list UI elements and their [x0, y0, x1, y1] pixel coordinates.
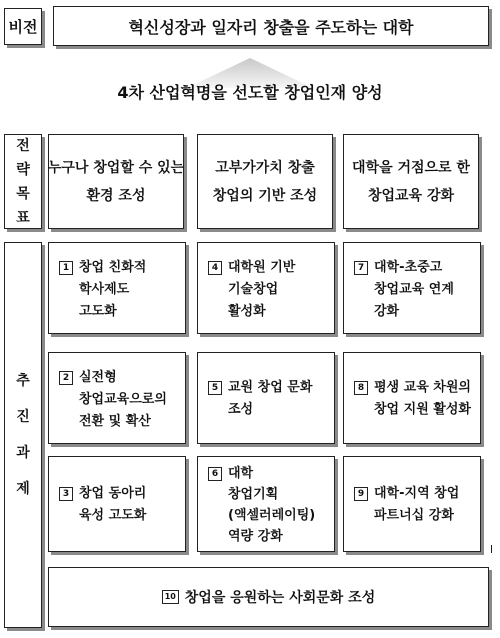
- task-line: 대학: [228, 466, 254, 481]
- task-line: 활성화: [228, 304, 266, 319]
- task-line: 대학원 기반: [228, 260, 296, 275]
- tasks-label-char: 추: [16, 373, 30, 389]
- vision-label: 비전: [8, 18, 38, 36]
- strategy-item: [343, 134, 479, 229]
- task-line: 창업교육 연계: [374, 282, 454, 297]
- strategy-label-char: 전: [16, 137, 30, 154]
- strategy-label-char: 략: [16, 161, 30, 178]
- task-line: 역량 강화: [228, 529, 283, 544]
- strategy-line: 고부가가치 창출: [215, 159, 315, 176]
- task-number: 10: [162, 590, 179, 604]
- task-line: 전환 및 확산: [79, 414, 151, 429]
- strategy-label: [4, 134, 42, 229]
- task-number: 4: [208, 261, 222, 275]
- task-line: 학사제도: [79, 282, 130, 297]
- strategy-line: 대학을 거점으로 한: [352, 159, 470, 176]
- vision-label-box: [4, 8, 42, 45]
- task-line: 실전형: [79, 370, 117, 385]
- strategy-item: [48, 134, 184, 229]
- task-line: 강화: [374, 304, 400, 319]
- tasks-label-char: 제: [16, 481, 30, 497]
- task-item: [343, 456, 481, 552]
- task-line: 창업 지원 활성화: [374, 402, 471, 417]
- task-item: [343, 352, 481, 444]
- task-line: 창업을 응원하는 사회문화 조성: [184, 590, 376, 606]
- task-item: [197, 242, 335, 334]
- task-item: [197, 456, 335, 552]
- strategy-line: 누구나 창업할 수 있는: [47, 159, 185, 176]
- strategy-label-char: 목: [16, 185, 30, 202]
- task-line: 창업 친화적: [79, 260, 147, 275]
- task-item: [197, 352, 335, 444]
- task-number: 6: [208, 467, 222, 481]
- task-number: 3: [59, 487, 73, 501]
- task-line: 창업교육으로의: [79, 392, 167, 407]
- tasks-label-char: 진: [16, 409, 30, 425]
- task-line: 창업기획: [228, 487, 279, 502]
- task-line: 대학-지역 창업: [374, 486, 460, 501]
- strategy-line: 창업교육 강화: [367, 187, 454, 204]
- strategy-line: 환경 조성: [86, 187, 146, 204]
- task-item: [48, 352, 186, 444]
- task-line: 대학-초중고: [374, 260, 443, 275]
- task-item: [48, 456, 186, 552]
- vision-text: 혁신성장과 일자리 창출을 주도하는 대학: [128, 17, 414, 37]
- task-line: 기술창업: [228, 282, 279, 297]
- task-line: 평생 교육 차원의: [374, 380, 471, 395]
- vision-box: [53, 6, 489, 46]
- task-number: 8: [354, 381, 368, 395]
- task-number: 2: [59, 371, 73, 385]
- goal-text: 4차 산업혁명을 선도할 창업인재 양성: [117, 83, 383, 102]
- task-line: 조성: [228, 402, 254, 417]
- task-number: 1: [59, 261, 73, 275]
- task-line: 교원 창업 문화: [228, 380, 313, 395]
- task-number: 5: [208, 381, 222, 395]
- task-number: 9: [354, 487, 368, 501]
- divider-tick: [491, 545, 492, 553]
- strategy-label-char: 표: [16, 209, 30, 226]
- strategy-line: 창업의 기반 조성: [212, 187, 318, 204]
- task-item: [343, 242, 481, 334]
- task-number: 7: [354, 261, 368, 275]
- task-line: (액셀러레이팅): [228, 508, 316, 523]
- strategy-item: [197, 134, 333, 229]
- task-line: 파트너십 강화: [374, 508, 454, 523]
- task-item: [48, 242, 186, 334]
- tasks-label-char: 과: [16, 445, 30, 461]
- task-line: 육성 고도화: [79, 508, 147, 523]
- tasks-label: [4, 242, 42, 628]
- task-line: 고도화: [79, 304, 117, 319]
- task-line: 창업 동아리: [79, 486, 147, 501]
- task-item-wide: [48, 567, 489, 627]
